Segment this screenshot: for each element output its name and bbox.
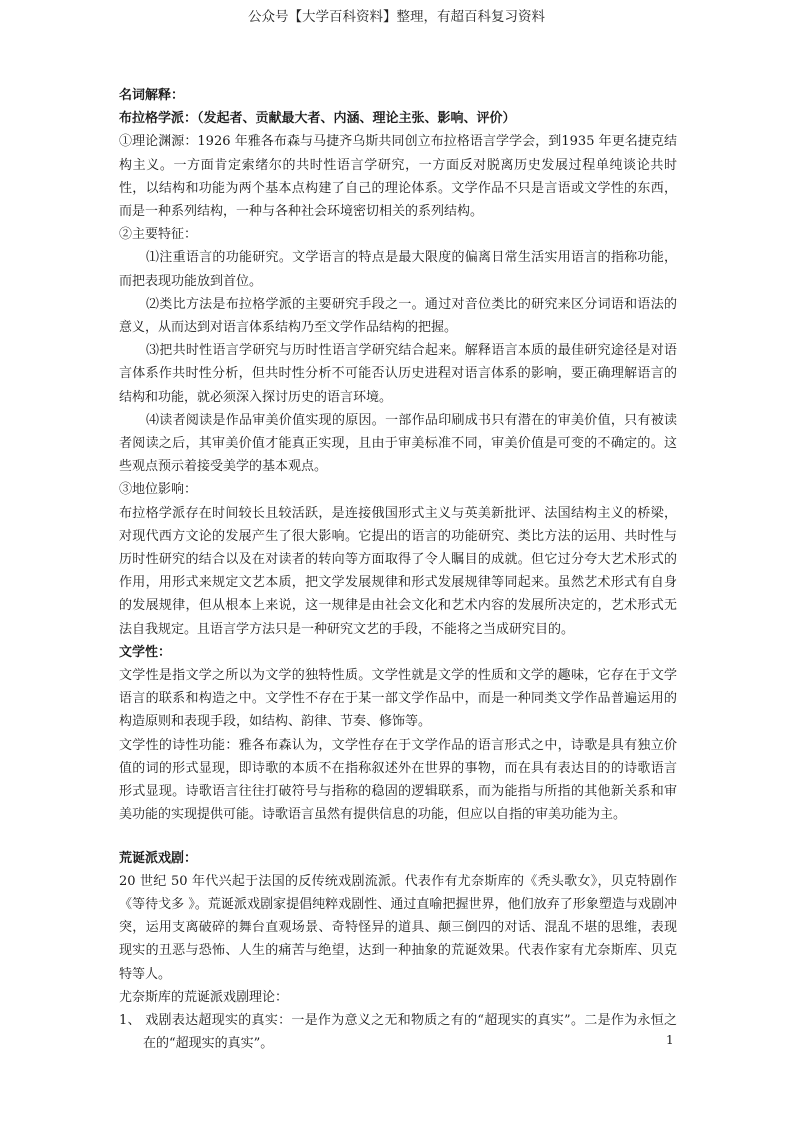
subheading: ③地位影响： bbox=[119, 482, 198, 498]
term-heading-literariness: 文学性： bbox=[119, 644, 172, 660]
paragraph: 文学性是指文学之所以为文学的独特性质。文学性就是文学的性质和文学的趣味，它存在于文学语言的联系和构造之中。文学性不存在于某一部文学作品中，而是一种同类文学作品普遍运用的构造原则和表现手段，如结构、韵律、节奏、修饰等。 bbox=[119, 668, 677, 730]
paragraph: ⑴注重语言的功能研究。文学语言的特点是最大限度的偏离日常生活实用语言的指称功能，而把表现功能放到首位。 bbox=[119, 250, 677, 289]
paragraph: 布拉格学派存在时间较长且较活跃，是连接俄国形式主义与英美新批评、法国结构主义的桥梁，对现代西方文论的发展产生了很大影响。它提出的语言的功能研究、类比方法的运用、共时性与历时性研究的结合以及在对读者的转向等方面取得了令人瞩目的成就。但它过分夸大艺术形式的作用，用形式来规定文艺本质，把文学发展规律和形式发展规律等同起来。虽然艺术形式有自身的发展规律，但从根本上来说，这一规律是由社会文化和艺术内容的发展所决定的，艺术形式无法自我规定。且语言学方法只是一种研究文艺的手段，不能将之当成研究目的。 bbox=[119, 505, 677, 637]
spacer bbox=[119, 827, 677, 847]
numbered-item: 1、 戏剧表达超现实的真实：一是作为意义之无和物质之有的“超现实的真实”。二是作为永恒之在的“超现实的真实”。 bbox=[119, 1012, 677, 1052]
paragraph: ⑵类比方法是布拉格学派的主要研究手段之一。通过对音位类比的研究来区分词语和语法的意义，从而达到对语言体系结构乃至文学作品结构的把握。 bbox=[119, 296, 677, 336]
paragraph: 尤奈斯库的荒诞派戏剧理论： bbox=[119, 989, 289, 1005]
subheading: ②主要特征： bbox=[119, 227, 198, 243]
section-heading-terms: 名词解释： bbox=[119, 88, 185, 103]
paragraph: ⑶把共时性语言学研究与历时性语言学研究结合起来。解释语言本质的最佳研究途径是对语言体系作共时性分析，但共时性分析不可能否认历史进程对语言体系的影响，要正确理解语言的结构和功能，就必须深入探讨历史的语言环境。 bbox=[119, 343, 677, 405]
term-heading-prague-school: 布拉格学派：（发起者、贡献最大者、内涵、理论主张、影响、评价） bbox=[119, 111, 516, 127]
page-number: 1 bbox=[666, 1033, 674, 1047]
paragraph: 20 世纪 50 年代兴起于法国的反传统戏剧流派。代表作有尤奈斯库的《秃头歌女》，贝克特剧作《等待戈多 》。荒诞派戏剧家提倡纯粹戏剧性、通过直喻把握世界，他们放弃了形象塑造与戏剧冲突，运用支离破碎的舞台直观场景、奇特怪异的道具、颠三倒四的对话、混乱不堪的思维，表现现实的丑恶与恐怖、人生的痛苦与绝望，达到一种抽象的荒诞效果。代表作家有尤奈斯库、贝克特等人。 bbox=[119, 873, 677, 982]
term-heading-absurd-theatre: 荒诞派戏剧： bbox=[119, 850, 198, 866]
page-header: 公众号【大学百科资料】整理，有超百科复习资料 bbox=[248, 9, 545, 25]
paragraph: 文学性的诗性功能：雅各布森认为，文学性存在于文学作品的语言形式之中，诗歌是具有独立价值的词的形式显现，即诗歌的本质不在指称叙述外在世界的事物，而在具有表达目的的诗歌语言形式显现。诗歌语言往往打破符号与指称的稳固的逻辑联系，而为能指与所指的其他新关系和审美功能的实现提供可能。诗歌语言虽然有提供信息的功能，但应以自指的审美功能为主。 bbox=[119, 737, 677, 823]
paragraph: ①理论渊源：1926 年雅各布森与马捷齐乌斯共同创立布拉格语言学学会，到1935 年更名捷克结构主义。一方面肯定索绪尔的共时性语言学研究，一方面反对脱离历史发展过程单纯谈论共时性，以结构和功能为两个基本点构建了自己的理论体系。文学作品不只是言语或文学性的东西，而是一种系列结构，一种与各种社会环境密切相关的系列结构。 bbox=[119, 134, 677, 220]
document-body bbox=[119, 84, 677, 1055]
paragraph: ⑷读者阅读是作品审美价值实现的原因。一部作品印刷成书只有潜在的审美价值，只有被读者阅读之后，其审美价值才能真正实现，且由于审美标准不同，审美价值是可变的不确定的。这些观点预示着接受美学的基本观点。 bbox=[119, 412, 677, 475]
